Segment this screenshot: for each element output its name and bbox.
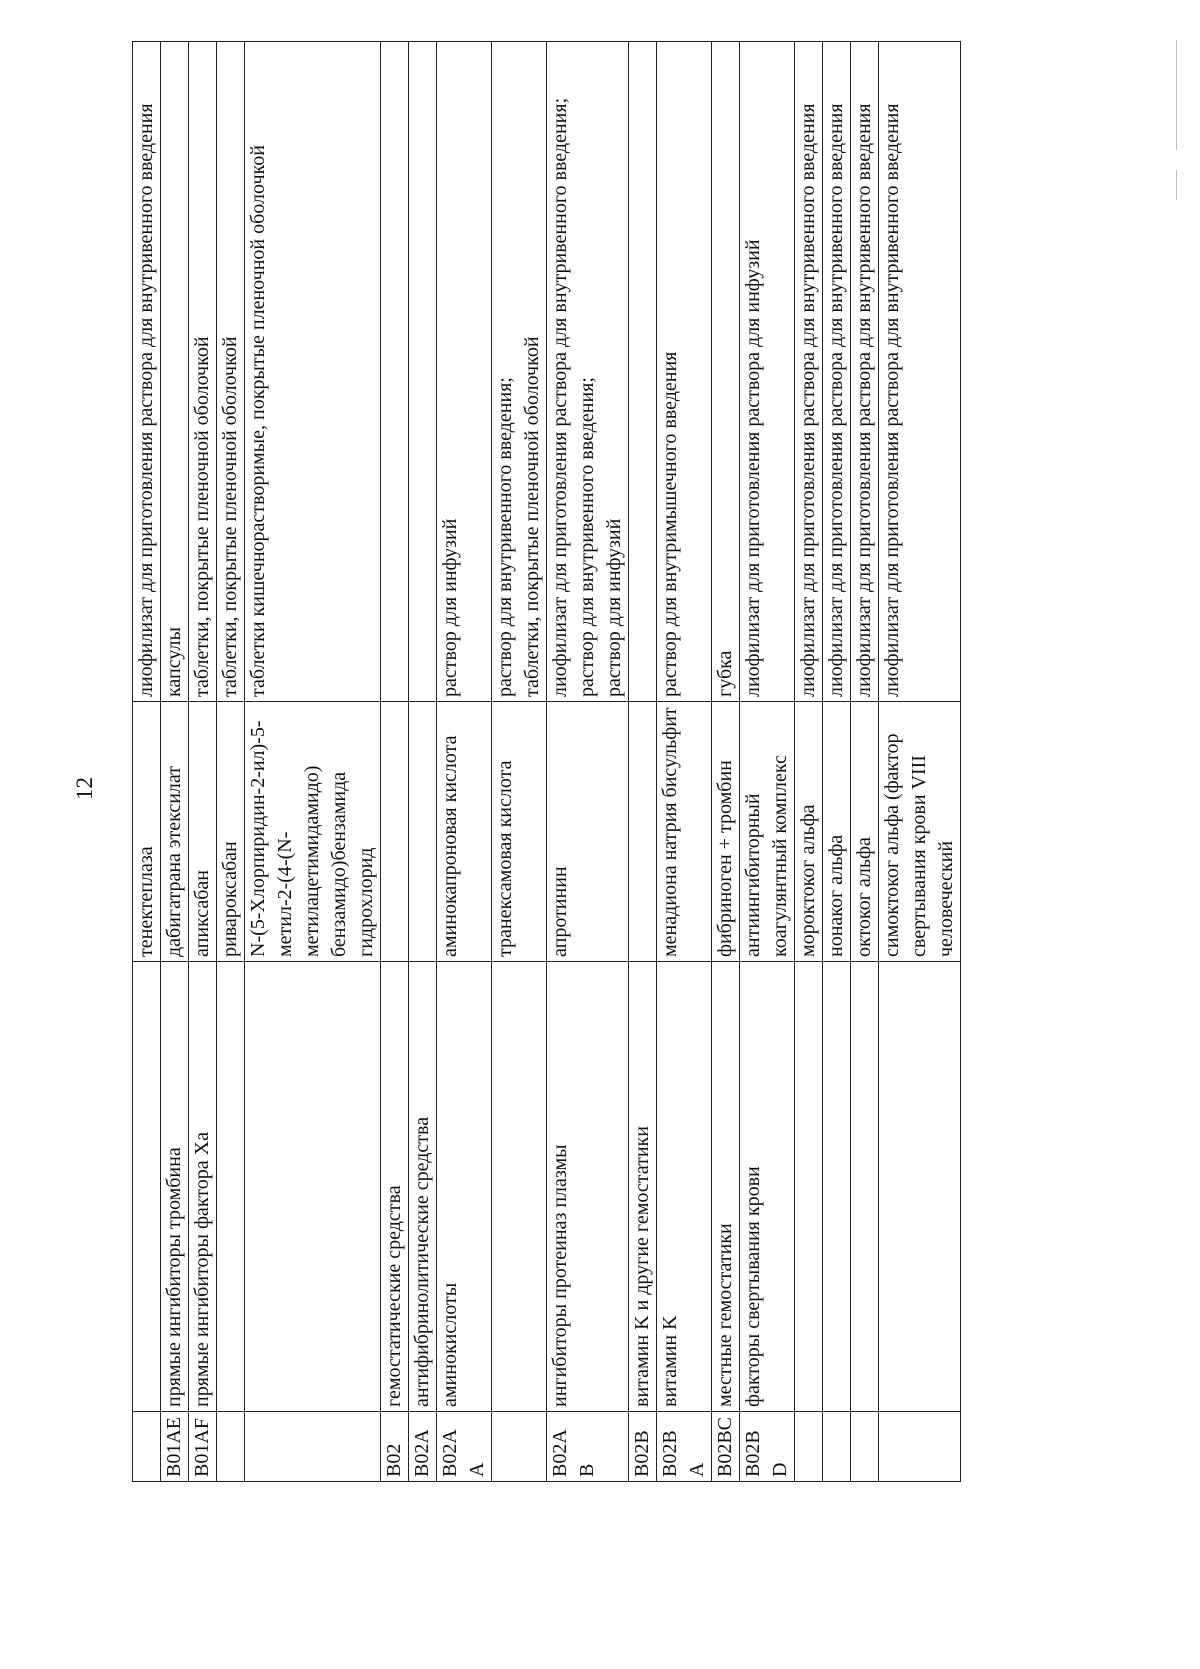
table-row (823, 42, 851, 1482)
group-cell (492, 962, 547, 1412)
table-row (492, 42, 547, 1482)
name-cell: апиксабан (189, 702, 217, 962)
name-cell: транексамовая кислота (492, 702, 547, 962)
code-cell: B02AB (547, 1412, 629, 1482)
group-cell: витамин K (657, 962, 712, 1412)
margin-mark (1176, 170, 1177, 200)
name-cell: антиингибиторный коагулянтный комплекс (740, 702, 795, 962)
name-cell: менадиона натрия бисульфит (657, 702, 712, 962)
name-cell: ривароксабан (217, 702, 245, 962)
table-row (409, 42, 437, 1482)
name-cell (381, 702, 409, 962)
table-row (189, 42, 217, 1482)
group-cell (133, 962, 161, 1412)
table-row (795, 42, 823, 1482)
table-row (657, 42, 712, 1482)
code-cell (851, 1412, 879, 1482)
name-cell: N-(5-Хлорпиридин-2-ил)-5-метил-2-(4-(N-метилацетимидамидо) бензамидо)бензамида гидрохлорид (245, 702, 381, 962)
code-cell (879, 1412, 961, 1482)
margin-mark (1176, 40, 1177, 150)
code-cell (245, 1412, 381, 1482)
form-cell (409, 42, 437, 702)
form-cell: лиофилизат для приготовления раствора для внутривенного введения (133, 42, 161, 702)
group-cell (823, 962, 851, 1412)
group-cell: местные гемостатики (712, 962, 740, 1412)
code-cell (823, 1412, 851, 1482)
name-cell: апротинин (547, 702, 629, 962)
code-cell: B02BA (657, 1412, 712, 1482)
form-cell: лиофилизат для приготовления раствора для внутривенного введения; раствор для внутривенного введения; раствор для инфузий (547, 42, 629, 702)
name-cell (409, 702, 437, 962)
name-cell: октоког альфа (851, 702, 879, 962)
code-cell: B02BD (740, 1412, 795, 1482)
form-cell: раствор для внутривенного введения; таблетки, покрытые пленочной оболочкой (492, 42, 547, 702)
form-cell (381, 42, 409, 702)
group-cell: прямые ингибиторы фактора Xa (189, 962, 217, 1412)
name-cell: нонаког альфа (823, 702, 851, 962)
table-row (245, 42, 381, 1482)
form-cell: таблетки, покрытые пленочной оболочкой (189, 42, 217, 702)
form-cell: лиофилизат для приготовления раствора для инфузий (740, 42, 795, 702)
name-cell: фибриноген + тромбин (712, 702, 740, 962)
name-cell (629, 702, 657, 962)
form-cell: лиофилизат для приготовления раствора для внутривенного введения (851, 42, 879, 702)
table-row (161, 42, 189, 1482)
table-row (629, 42, 657, 1482)
group-cell (245, 962, 381, 1412)
form-cell: лиофилизат для приготовления раствора для внутривенного введения (795, 42, 823, 702)
name-cell: мороктоког альфа (795, 702, 823, 962)
table-row (217, 42, 245, 1482)
name-cell: симоктоког альфа (фактор свертывания крови VIII человеческий (879, 702, 961, 962)
rotated-table-container (132, 42, 961, 1482)
code-cell (217, 1412, 245, 1482)
form-cell: капсулы (161, 42, 189, 702)
table-row (879, 42, 961, 1482)
group-cell (795, 962, 823, 1412)
form-cell (629, 42, 657, 702)
table-row (851, 42, 879, 1482)
group-cell: витамин K и другие гемостатики (629, 962, 657, 1412)
code-cell: B02AA (437, 1412, 492, 1482)
code-cell: B01AF (189, 1412, 217, 1482)
table-row (381, 42, 409, 1482)
form-cell: лиофилизат для приготовления раствора для внутривенного введения (823, 42, 851, 702)
table-row (133, 42, 161, 1482)
form-cell: таблетки, покрытые пленочной оболочкой (217, 42, 245, 702)
medicines-table (132, 41, 961, 1482)
table-row (740, 42, 795, 1482)
group-cell (217, 962, 245, 1412)
form-cell: губка (712, 42, 740, 702)
code-cell: B01AE (161, 1412, 189, 1482)
code-cell: B02A (409, 1412, 437, 1482)
code-cell: B02BC (712, 1412, 740, 1482)
code-cell (795, 1412, 823, 1482)
name-cell: аминокапроновая кислота (437, 702, 492, 962)
form-cell: лиофилизат для приготовления раствора для внутривенного введения (879, 42, 961, 702)
code-cell (133, 1412, 161, 1482)
page-number: 12 (72, 777, 97, 800)
code-cell: B02 (381, 1412, 409, 1482)
form-cell: таблетки кишечнорастворимые, покрытые пленочной оболочкой (245, 42, 381, 702)
table-row (437, 42, 492, 1482)
group-cell (851, 962, 879, 1412)
code-cell: B02B (629, 1412, 657, 1482)
group-cell: прямые ингибиторы тромбина (161, 962, 189, 1412)
group-cell: аминокислоты (437, 962, 492, 1412)
group-cell: гемостатические средства (381, 962, 409, 1412)
name-cell: дабигатрана этексилат (161, 702, 189, 962)
group-cell: антифибринолитические средства (409, 962, 437, 1412)
group-cell: факторы свертывания крови (740, 962, 795, 1412)
name-cell: тенектеплаза (133, 702, 161, 962)
table-row (712, 42, 740, 1482)
group-cell: ингибиторы протеиназ плазмы (547, 962, 629, 1412)
form-cell: раствор для инфузий (437, 42, 492, 702)
table-row (547, 42, 629, 1482)
group-cell (879, 962, 961, 1412)
form-cell: раствор для внутримышечного введения (657, 42, 712, 702)
code-cell (492, 1412, 547, 1482)
